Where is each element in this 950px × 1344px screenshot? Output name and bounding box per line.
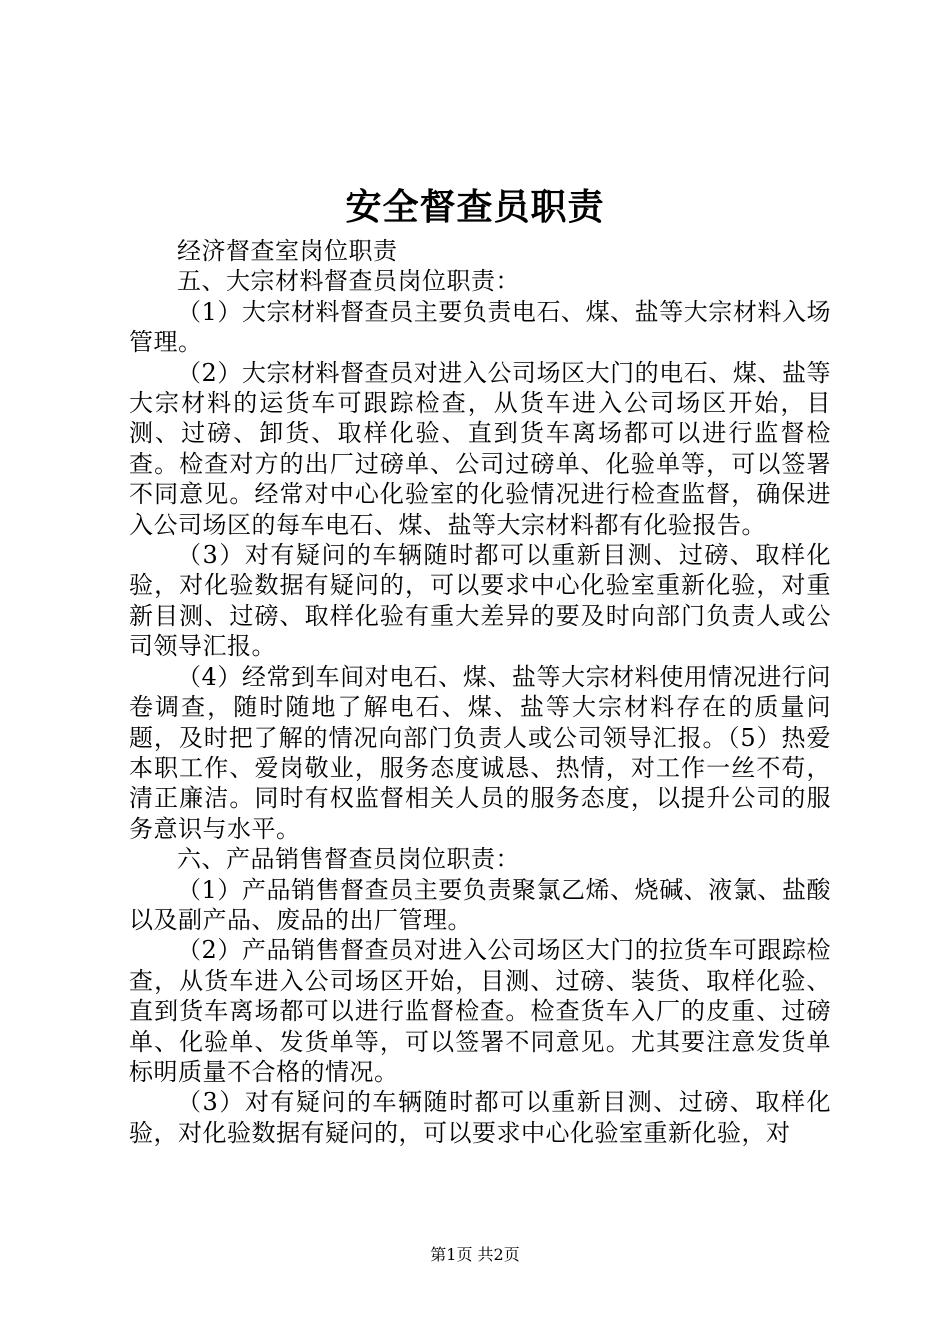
paragraph: （1）大宗材料督查员主要负责电石、煤、盐等大宗材料入场管理。: [129, 297, 831, 357]
paragraph: （4）经常到车间对电石、煤、盐等大宗材料使用情况进行问卷调查，随时随地了解电石、煤、盐等大宗材料存在的质量问题，及时把了解的情况向部门负责人或公司领导汇报。（5）热爱本职工作、爱岗敬业，服务态度诚恳、热情，对工作一丝不苟，清正廉洁。同时有权监督相关人员的服务态度，以提升公司的服务意识与水平。: [129, 662, 831, 843]
page-footer: 第1页 共2页: [430, 1245, 520, 1264]
paragraph: （2）大宗材料督查员对进入公司场区大门的电石、煤、盐等大宗材料的运货车可跟踪检查，从货车进入公司场区开始，目测、过磅、卸货、取样化验、直到货车离场都可以进行监督检查。检查对方的出厂过磅单、公司过磅单、化验单等，可以签署不同意见。经常对中心化验室的化验情况进行检查监督，确保进入公司场区的每车电石、煤、盐等大宗材料都有化验报告。: [129, 358, 831, 539]
document-title: 安全督查员职责: [345, 186, 605, 228]
document-body: [129, 236, 831, 1148]
paragraph: 五、大宗材料督查员岗位职责：: [177, 267, 520, 296]
paragraph: （3）对有疑问的车辆随时都可以重新目测、过磅、取样化验，对化验数据有疑问的，可以要求中心化验室重新化验，对重新目测、过磅、取样化验有重大差异的要及时向部门负责人或公司领导汇报。: [129, 541, 831, 661]
paragraph: （1）产品销售督查员主要负责聚氯乙烯、烧碱、液氯、盐酸以及副产品、废品的出厂管理。: [129, 875, 831, 934]
paragraph: （2）产品销售督查员对进入公司场区大门的拉货车可跟踪检查，从货车进入公司场区开始，目测、过磅、装货、取样化验、直到货车离场都可以进行监督检查。检查货车入厂的皮重、过磅单、化验单、发货单等，可以签署不同意见。尤其要注意发货单标明质量不合格的情况。: [129, 936, 831, 1086]
paragraph: 六、产品销售督查员岗位职责：: [177, 845, 520, 874]
paragraph: 经济督查室岗位职责: [177, 237, 398, 265]
paragraph: （3）对有疑问的车辆随时都可以重新目测、过磅、取样化验，对化验数据有疑问的，可以要求中心化验室重新化验，对: [129, 1088, 831, 1147]
